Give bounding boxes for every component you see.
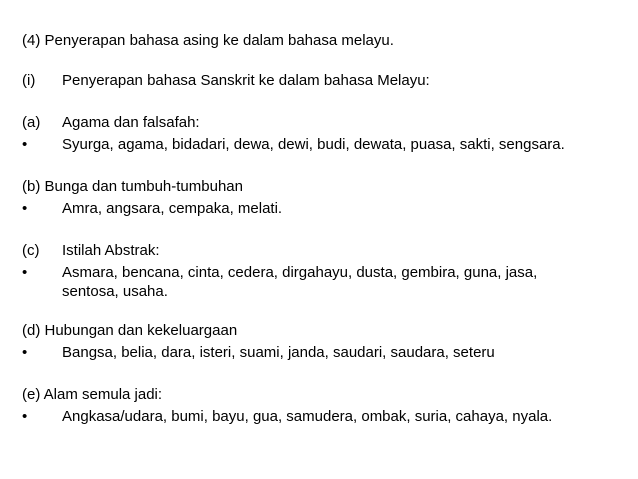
bullet: • — [22, 344, 28, 361]
subsection-marker: (i) — [22, 72, 36, 89]
heading: (4) Penyerapan bahasa asing ke dalam bahasa melayu. — [22, 32, 394, 49]
bullet: • — [22, 200, 28, 217]
category-c-text: Istilah Abstrak: — [62, 242, 160, 259]
category-a-items: Syurga, agama, bidadari, dewa, dewi, budi, dewata, puasa, sakti, sengsara. — [62, 136, 565, 153]
category-a-marker: (a) — [22, 114, 41, 131]
bullet: • — [22, 264, 28, 281]
category-b-label: (b) Bunga dan tumbuh-tumbuhan — [22, 178, 243, 195]
category-c-items-line1: Asmara, bencana, cinta, cedera, dirgahayu, dusta, gembira, guna, jasa, — [62, 264, 538, 281]
bullet: • — [22, 408, 28, 425]
bullet: • — [22, 136, 28, 153]
subsection-text: Penyerapan bahasa Sanskrit ke dalam bahasa Melayu: — [62, 72, 430, 89]
category-c-items-line2: sentosa, usaha. — [62, 283, 168, 300]
category-d-label: (d) Hubungan dan kekeluargaan — [22, 322, 238, 339]
category-d-items: Bangsa, belia, dara, isteri, suami, janda, saudari, saudara, seteru — [62, 344, 495, 361]
category-c-marker: (c) — [22, 242, 40, 259]
category-b-items: Amra, angsara, cempaka, melati. — [62, 200, 283, 217]
category-e-items: Angkasa/udara, bumi, bayu, gua, samudera, ombak, suria, cahaya, nyala. — [62, 408, 553, 425]
category-e-label: (e) Alam semula jadi: — [22, 386, 163, 403]
category-a-text: Agama dan falsafah: — [62, 114, 200, 131]
